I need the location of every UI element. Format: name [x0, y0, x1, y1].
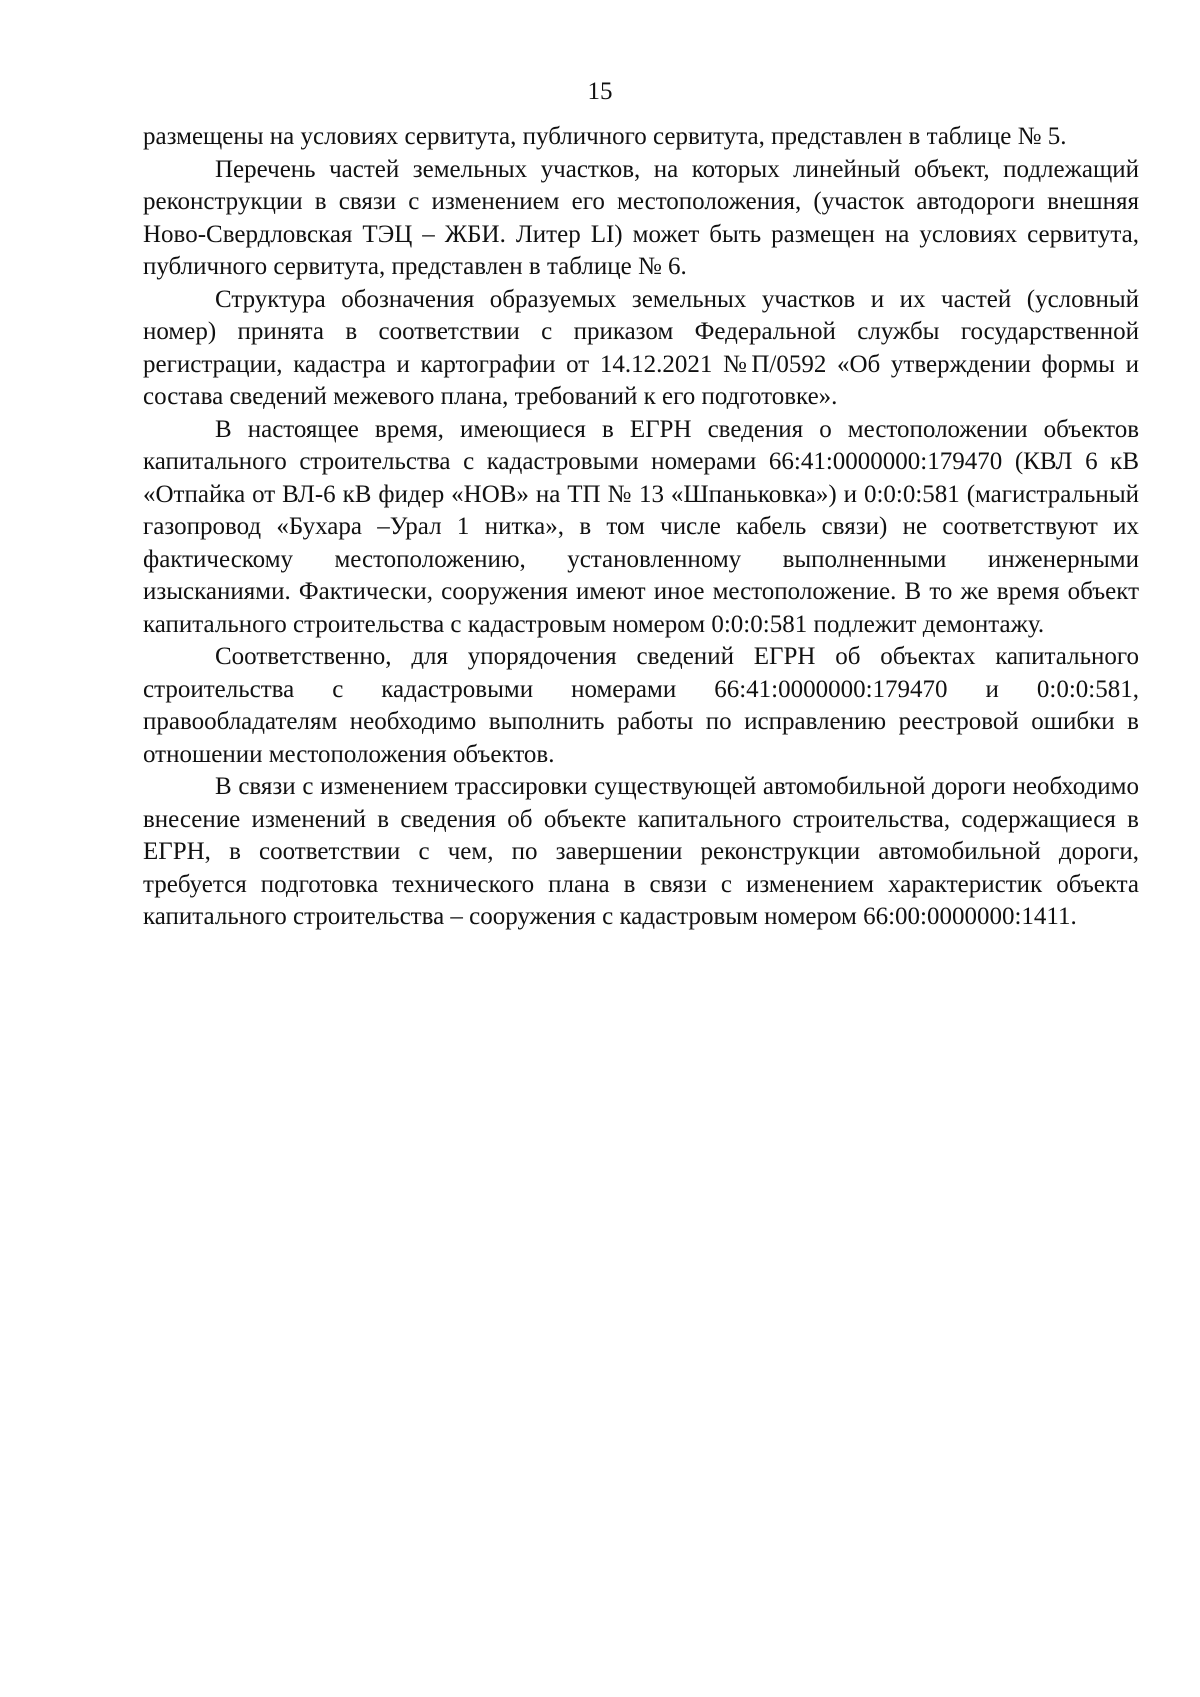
paragraph-technical-plan: В связи с изменением трассировки существующей автомобильной дороги необходимо внесение изменений в сведения об объекте капитального строительства, содержащиеся в ЕГРН, в соответствии с чем, по завершении реконструкции автомобильной дороги, требуется подготовка технического плана в связи с изменением характеристик объекта капитального строительства – сооружения с кадастровым номером 66:00:0000000:1411.	[143, 773, 1139, 930]
paragraph-registry-correction: Соответственно, для упорядочения сведений ЕГРН об объектах капитального строительства с кадастровыми номерами 66:41:0000000:179470 и 0:0:0:581, правообладателям необходимо выполнить работы по исправлению реестровой ошибки в отношении местоположения объектов.	[143, 643, 1139, 768]
paragraph-numbering-structure: Структура обозначения образуемых земельных участков и их частей (условный номер) принята в соответствии с приказом Федеральной службы государственной регистрации, кадастра и картографии от 14.12.2021 №П/0592 «Об утверждении формы и состава сведений межевого плана, требований к его подготовке».	[143, 285, 1139, 410]
paragraph-egrn-mismatch: В настоящее время, имеющиеся в ЕГРН сведения о местоположении объектов капитального строительства с кадастровыми номерами 66:41:0000000:179470 (КВЛ 6 кВ «Отпайка от ВЛ-6 кВ фидер «НОВ» на ТП № 13 «Шпаньковка») и 0:0:0:581 (магистральный газопровод «Бухара –Урал 1 нитка», в том числе кабель связи) не соответствуют их фактическому местоположению, установленному выполненными инженерными изысканиями. Фактически, сооружения имеют иное местоположение. В то же время объект капитального строительства с кадастровым номером 0:0:0:581 подлежит демонтажу.	[143, 415, 1139, 638]
document-body	[143, 121, 1139, 934]
page-number: 15	[587, 78, 613, 105]
paragraph-continuation: размещены на условиях сервитута, публичного сервитута, представлен в таблице № 5.	[143, 123, 1067, 150]
paragraph-table-6-reference: Перечень частей земельных участков, на которых линейный объект, подлежащий реконструкции в связи с изменением его местоположения, (участок автодороги внешняя Ново-Свердловская ТЭЦ – ЖБИ. Литер LI) может быть размещен на условиях сервитута, публичного сервитута, представлен в таблице № 6.	[143, 155, 1139, 280]
